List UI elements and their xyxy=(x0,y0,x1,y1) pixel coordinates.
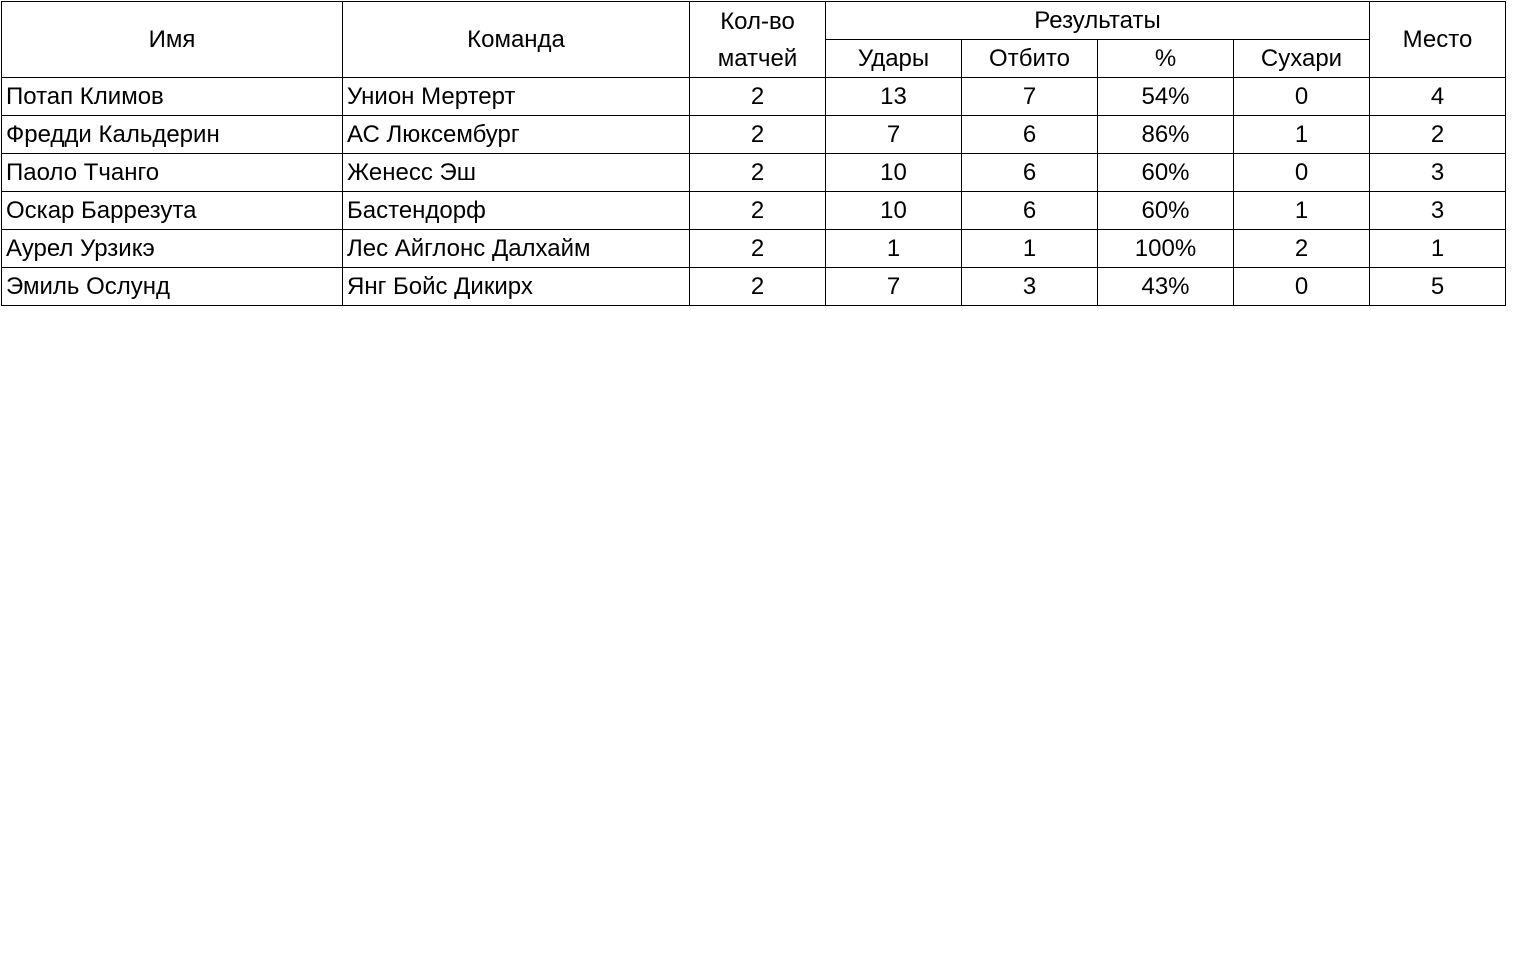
cell-shots[interactable]: 13 xyxy=(826,78,962,116)
header-shots[interactable]: Удары xyxy=(826,40,962,78)
cell-percent[interactable]: 60% xyxy=(1098,154,1234,192)
cell-team[interactable]: Женесс Эш xyxy=(343,154,690,192)
cell-place[interactable]: 2 xyxy=(1370,116,1506,154)
cell-team[interactable]: Лес Айглонс Далхайм xyxy=(343,230,690,268)
cell-matches[interactable]: 2 xyxy=(690,154,826,192)
cell-shots[interactable]: 7 xyxy=(826,268,962,306)
cell-name[interactable]: Фредди Кальдерин xyxy=(2,116,343,154)
cell-saved[interactable]: 6 xyxy=(962,116,1098,154)
cell-percent[interactable]: 100% xyxy=(1098,230,1234,268)
cell-place[interactable]: 1 xyxy=(1370,230,1506,268)
cell-name[interactable]: Потап Климов xyxy=(2,78,343,116)
goalkeeper-stats-table xyxy=(1,1,1506,306)
cell-matches[interactable]: 2 xyxy=(690,78,826,116)
cell-team[interactable]: АС Люксембург xyxy=(343,116,690,154)
cell-clean-sheets[interactable]: 1 xyxy=(1234,192,1370,230)
cell-percent[interactable]: 43% xyxy=(1098,268,1234,306)
header-name[interactable]: Имя xyxy=(2,2,343,78)
cell-percent[interactable]: 86% xyxy=(1098,116,1234,154)
cell-matches[interactable]: 2 xyxy=(690,268,826,306)
cell-clean-sheets[interactable]: 2 xyxy=(1234,230,1370,268)
cell-team[interactable]: Янг Бойс Дикирх xyxy=(343,268,690,306)
cell-name[interactable]: Оскар Баррезута xyxy=(2,192,343,230)
cell-shots[interactable]: 7 xyxy=(826,116,962,154)
cell-clean-sheets[interactable]: 0 xyxy=(1234,268,1370,306)
cell-clean-sheets[interactable]: 0 xyxy=(1234,154,1370,192)
header-matches[interactable] xyxy=(690,2,826,78)
cell-name[interactable]: Эмиль Ослунд xyxy=(2,268,343,306)
cell-shots[interactable]: 1 xyxy=(826,230,962,268)
header-team[interactable]: Команда xyxy=(343,2,690,78)
table-row xyxy=(2,192,1506,230)
cell-saved[interactable]: 3 xyxy=(962,268,1098,306)
table-body xyxy=(2,78,1506,306)
cell-place[interactable]: 3 xyxy=(1370,154,1506,192)
header-matches-line2: матчей xyxy=(717,44,798,72)
table-row xyxy=(2,268,1506,306)
cell-clean-sheets[interactable]: 0 xyxy=(1234,78,1370,116)
cell-percent[interactable]: 60% xyxy=(1098,192,1234,230)
table-row xyxy=(2,116,1506,154)
cell-saved[interactable]: 6 xyxy=(962,192,1098,230)
cell-matches[interactable]: 2 xyxy=(690,192,826,230)
table-row xyxy=(2,230,1506,268)
table-header xyxy=(2,2,1506,78)
cell-saved[interactable]: 7 xyxy=(962,78,1098,116)
cell-matches[interactable]: 2 xyxy=(690,116,826,154)
cell-shots[interactable]: 10 xyxy=(826,192,962,230)
header-matches-line1: Кол-во xyxy=(720,7,795,35)
table-row xyxy=(2,154,1506,192)
cell-name[interactable]: Паоло Тчанго xyxy=(2,154,343,192)
cell-place[interactable]: 5 xyxy=(1370,268,1506,306)
cell-matches[interactable]: 2 xyxy=(690,230,826,268)
cell-saved[interactable]: 1 xyxy=(962,230,1098,268)
table-row xyxy=(2,78,1506,116)
header-percent[interactable]: % xyxy=(1098,40,1234,78)
header-saved[interactable]: Отбито xyxy=(962,40,1098,78)
cell-saved[interactable]: 6 xyxy=(962,154,1098,192)
cell-clean-sheets[interactable]: 1 xyxy=(1234,116,1370,154)
header-row xyxy=(2,2,1506,40)
cell-team[interactable]: Бастендорф xyxy=(343,192,690,230)
cell-place[interactable]: 4 xyxy=(1370,78,1506,116)
cell-percent[interactable]: 54% xyxy=(1098,78,1234,116)
header-clean-sheets[interactable]: Сухари xyxy=(1234,40,1370,78)
cell-team[interactable]: Унион Мертерт xyxy=(343,78,690,116)
cell-shots[interactable]: 10 xyxy=(826,154,962,192)
spreadsheet xyxy=(1,1,1506,306)
header-results[interactable]: Результаты xyxy=(826,2,1370,40)
cell-place[interactable]: 3 xyxy=(1370,192,1506,230)
cell-name[interactable]: Аурел Урзикэ xyxy=(2,230,343,268)
header-place[interactable]: Место xyxy=(1370,2,1506,78)
